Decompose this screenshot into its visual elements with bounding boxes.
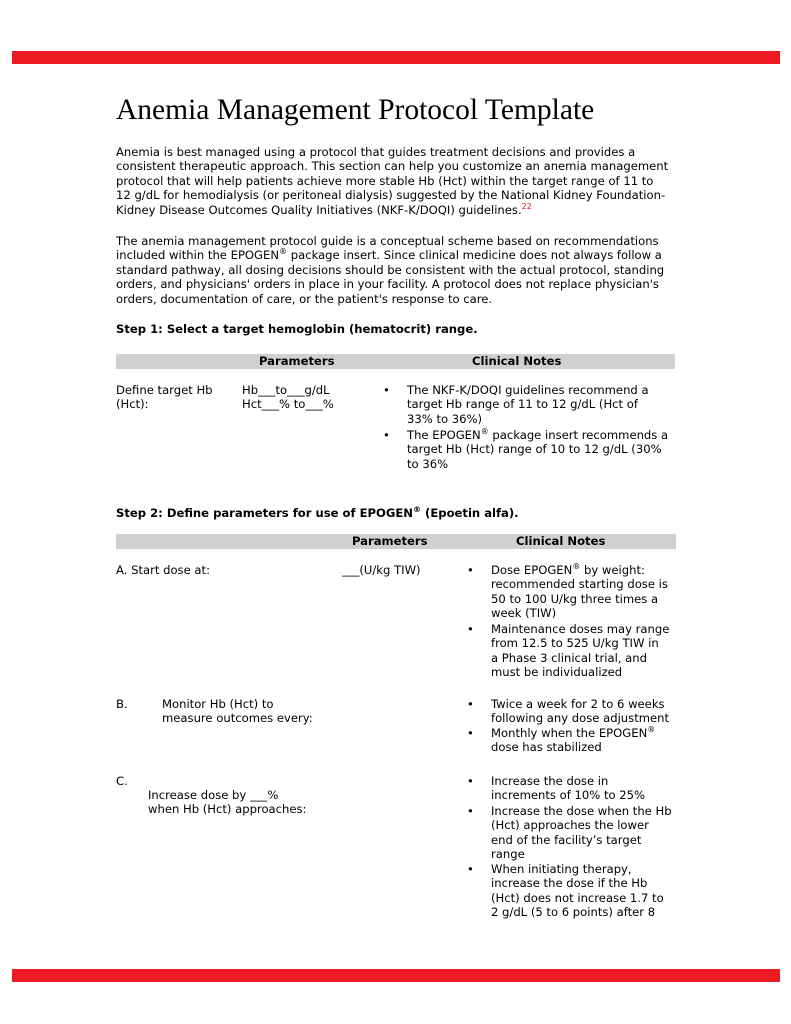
- note-text: [491, 774, 645, 803]
- step2-table-header: [116, 534, 676, 549]
- registered-mark: ®: [572, 562, 581, 571]
- step1-row-params: [242, 383, 334, 412]
- intro-line: Anemia is best managed using a protocol that guides treatment decisions and provides a: [116, 145, 636, 159]
- bullet-icon: •: [467, 774, 474, 788]
- note-line: must be individualized: [491, 665, 623, 680]
- bullet-icon: •: [383, 428, 390, 442]
- note-line: 2 g/dL (5 to 6 points) after 8: [491, 905, 656, 920]
- citation-link[interactable]: 22: [521, 201, 532, 211]
- guide-text: package insert. Since clinical medicine does not always follow a: [287, 248, 662, 263]
- bullet-icon: •: [467, 726, 474, 740]
- note-text: [407, 383, 649, 426]
- note-line: Increase the dose in: [491, 774, 609, 788]
- note-fragment: by weight:: [580, 563, 645, 577]
- step2-row-c-letter: C.: [116, 774, 128, 788]
- bullet-icon: •: [467, 622, 474, 636]
- note-line: The NKF-K/DOQI guidelines recommend a: [407, 383, 649, 397]
- guide-line: standard pathway, all dosing decisions should be consistent with the actual protocol, standing: [116, 262, 665, 277]
- note-line: from 12.5 to 525 U/kg TIW in: [491, 636, 659, 651]
- label-line: measure outcomes every:: [162, 711, 313, 726]
- label-line: (Hct):: [116, 397, 149, 412]
- increase-dose-field[interactable]: Increase dose by ___%: [148, 788, 279, 802]
- step2-row-a-label: A. Start dose at:: [116, 563, 210, 577]
- label-line: Monitor Hb (Hct) to: [162, 697, 274, 711]
- guide-line: [116, 248, 686, 262]
- note-line: following any dose adjustment: [491, 711, 670, 726]
- bullet-icon: •: [467, 804, 474, 818]
- step1-row-label: [116, 383, 213, 412]
- bullet-icon: •: [467, 697, 474, 711]
- note-text: [407, 428, 668, 471]
- note-line: target Hb (Hct) range of 10 to 12 g/dL (30%: [407, 442, 662, 457]
- intro-line: [116, 203, 686, 217]
- bullet-icon: •: [467, 862, 474, 876]
- note-line: increments of 10% to 25%: [491, 788, 646, 803]
- registered-mark: ®: [413, 505, 422, 514]
- note-line: target Hb range of 11 to 12 g/dL (Hct of: [407, 397, 638, 412]
- intro-last-text: Kidney Disease Outcomes Quality Initiatives (NKF-K/DOQI) guidelines.: [116, 202, 522, 217]
- note-line: 50 to 100 U/kg three times a: [491, 591, 659, 606]
- guide-text: included within the EPOGEN: [116, 248, 280, 263]
- bullet-icon: •: [383, 383, 390, 397]
- step2-row-b-letter: B.: [116, 697, 128, 711]
- note-line: [491, 563, 668, 577]
- label-line: Define target Hb: [116, 383, 213, 397]
- note-line: (Hct) approaches the lower: [491, 818, 649, 833]
- note-fragment: Dose EPOGEN: [491, 563, 573, 577]
- step1-heading: Step 1: Select a target hemoglobin (hematocrit) range.: [116, 322, 478, 336]
- note-line: range: [491, 847, 525, 862]
- note-line: 33% to 36%): [407, 411, 483, 426]
- page-title: Anemia Management Protocol Template: [116, 94, 595, 126]
- step2-notes-header: Clinical Notes: [516, 534, 606, 548]
- note-line: Maintenance doses may range: [491, 622, 670, 636]
- start-dose-field[interactable]: ___(U/kg TIW): [342, 563, 421, 577]
- intro-line: 12 g/dL for hemodialysis (or peritoneal dialysis) suggested by the National Kidney Foundation-: [116, 188, 666, 203]
- note-line: (Hct) does not increase 1.7 to: [491, 890, 664, 905]
- hct-target-field[interactable]: Hct___% to___%: [242, 397, 334, 412]
- note-text: [491, 804, 672, 862]
- step2-heading-text: Step 2: Define parameters for use of EPOGEN: [116, 506, 414, 520]
- guide-paragraph: [116, 234, 686, 306]
- note-line: to 36%: [407, 456, 449, 471]
- step1-table-header: [116, 354, 675, 369]
- note-line: increase the dose if the Hb: [491, 876, 648, 891]
- note-line: recommended starting dose is: [491, 577, 668, 592]
- note-line: dose has stabilized: [491, 740, 602, 755]
- note-line: Twice a week for 2 to 6 weeks: [491, 697, 665, 711]
- registered-mark: ®: [279, 247, 288, 257]
- top-accent-bar: [12, 51, 780, 64]
- step2-parameters-header: Parameters: [352, 534, 428, 548]
- note-line: [491, 726, 655, 740]
- step2-heading: [116, 506, 519, 520]
- label-line: when Hb (Hct) approaches:: [148, 802, 307, 817]
- bullet-icon: •: [467, 563, 474, 577]
- intro-line: protocol that will help patients achieve more stable Hb (Hct) within the target range of 11 to: [116, 173, 654, 188]
- note-text: [491, 563, 668, 621]
- note-line: end of the facility’s target: [491, 832, 642, 847]
- note-text: [491, 862, 664, 920]
- note-fragment: The EPOGEN: [407, 428, 481, 442]
- guide-line: orders, and physicians' orders in place in your facility. A protocol does not replace physician's: [116, 277, 659, 292]
- note-text: [491, 726, 655, 755]
- note-line: week (TIW): [491, 606, 557, 621]
- note-line: When initiating therapy,: [491, 862, 632, 876]
- step2-row-c-label: [148, 788, 306, 817]
- intro-line: consistent therapeutic approach. This section can help you customize an anemia management: [116, 159, 669, 174]
- note-line: Increase the dose when the Hb: [491, 804, 672, 818]
- intro-paragraph: [116, 145, 686, 217]
- hb-target-field[interactable]: Hb___to___g/dL: [242, 383, 330, 397]
- note-fragment: package insert recommends a: [488, 428, 669, 442]
- step2-heading-text: (Epoetin alfa).: [421, 506, 519, 520]
- note-fragment: Monthly when the EPOGEN: [491, 726, 648, 740]
- note-line: a Phase 3 clinical trial, and: [491, 650, 647, 665]
- registered-mark: ®: [647, 725, 656, 734]
- bottom-accent-bar: [12, 969, 780, 982]
- guide-line: orders, documentation of care, or the patient's response to care.: [116, 291, 493, 306]
- note-line: [407, 428, 668, 442]
- step1-notes-header: Clinical Notes: [472, 354, 562, 368]
- step1-parameters-header: Parameters: [259, 354, 335, 368]
- registered-mark: ®: [480, 427, 489, 436]
- note-text: [491, 697, 669, 726]
- step2-row-b-label: [162, 697, 313, 726]
- guide-line: The anemia management protocol guide is a conceptual scheme based on recommendations: [116, 234, 659, 248]
- note-text: [491, 622, 669, 680]
